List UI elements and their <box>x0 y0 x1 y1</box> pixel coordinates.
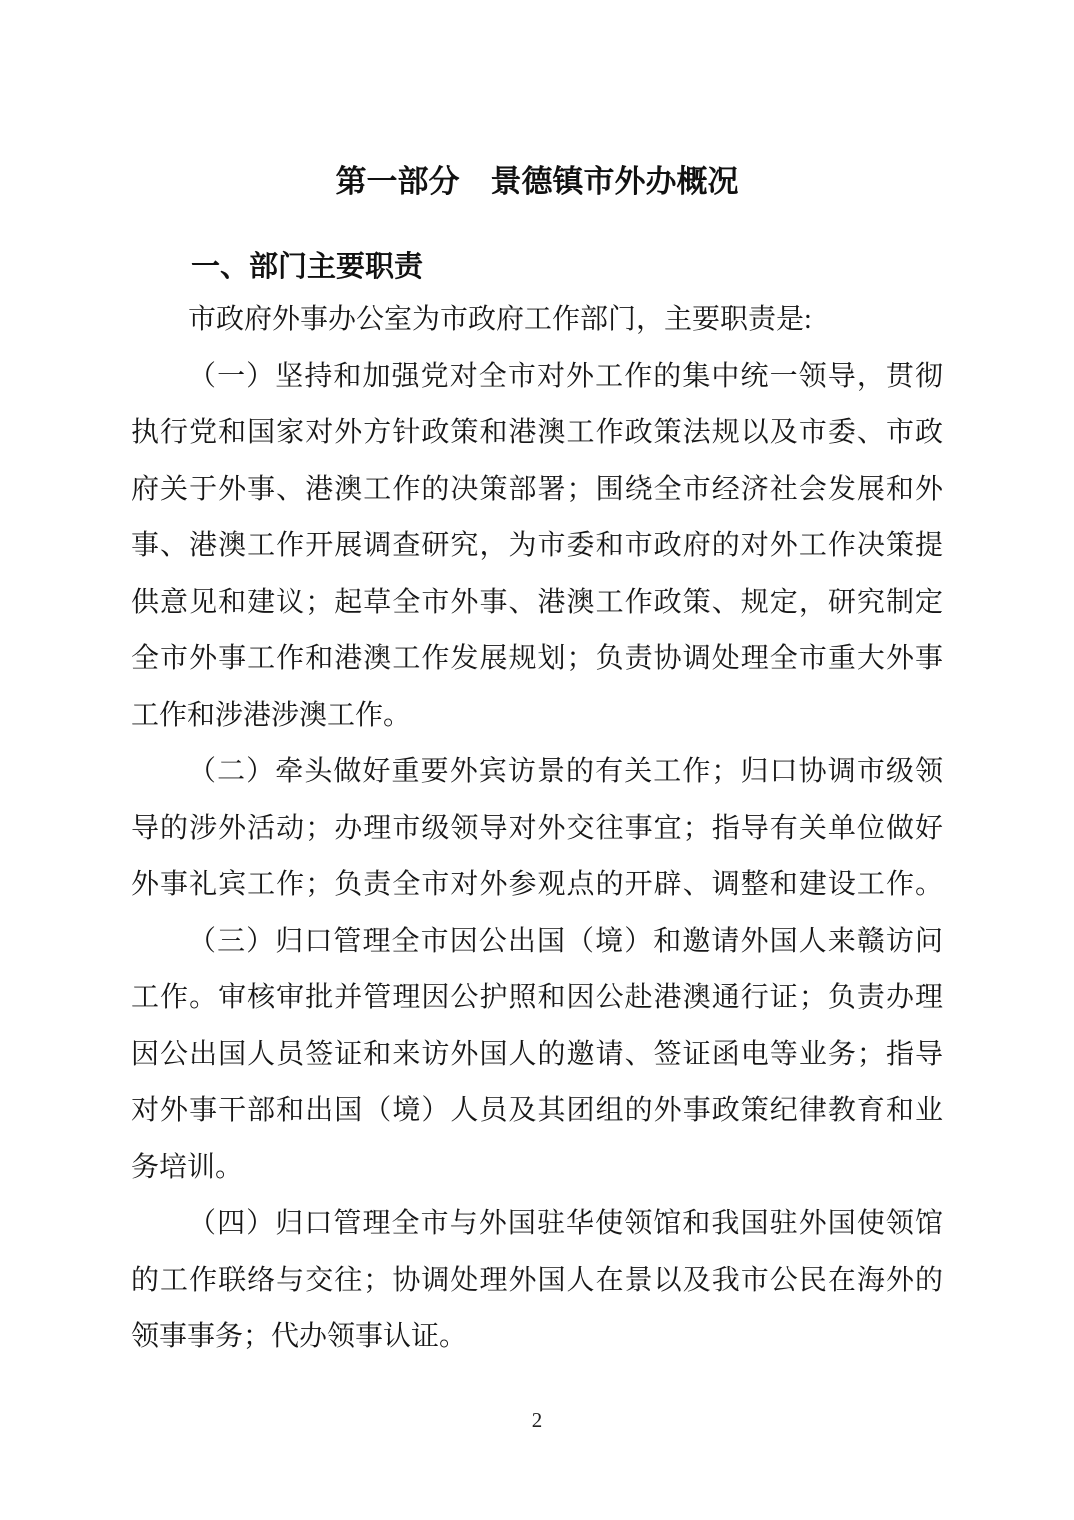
paragraph-line: 因公出国人员签证和来访外国人的邀请、签证函电等业务；指导 <box>131 1038 943 1070</box>
paragraph-line: 务培训。 <box>131 1151 244 1183</box>
section-heading: 一、部门主要职责 <box>191 251 424 283</box>
page-title: 第一部分 景德镇市外办概况 <box>335 164 739 199</box>
paragraph-line: 事、港澳工作开展调查研究，为市委和市政府的对外工作决策提 <box>131 530 943 561</box>
paragraph-line: （一）坚持和加强党对全市对外工作的集中统一领导，贯彻 <box>188 360 943 392</box>
paragraph-line: 导的涉外活动；办理市级领导对外交往事宜；指导有关单位做好 <box>131 812 943 844</box>
paragraph-line: 领事事务；代办领事认证。 <box>131 1321 468 1352</box>
paragraph-line: （四）归口管理全市与外国驻华使领馆和我国驻外国使领馆 <box>188 1208 943 1239</box>
paragraph-line: 执行党和国家对外方针政策和港澳工作政策法规以及市委、市政 <box>131 417 943 448</box>
paragraph-line: 市政府外事办公室为市政府工作部门，主要职责是: <box>188 304 812 335</box>
document-body <box>131 292 943 1366</box>
paragraph-line: （三）归口管理全市因公出国（境）和邀请外国人来赣访问 <box>188 925 943 957</box>
paragraph-line: 工作。审核审批并管理因公护照和因公赴港澳通行证；负责办理 <box>131 982 943 1013</box>
page-number: 2 <box>531 1408 543 1432</box>
paragraph-line: 府关于外事、港澳工作的决策部署；围绕全市经济社会发展和外 <box>131 473 943 505</box>
paragraph-line: 外事礼宾工作；负责全市对外参观点的开辟、调整和建设工作。 <box>131 869 943 900</box>
paragraph-line: 的工作联络与交往；协调处理外国人在景以及我市公民在海外的 <box>131 1264 943 1296</box>
paragraph-line: 供意见和建议；起草全市外事、港澳工作政策、规定，研究制定 <box>131 586 943 618</box>
paragraph-line: 工作和涉港涉澳工作。 <box>131 699 412 731</box>
paragraph-line: 对外事干部和出国（境）人员及其团组的外事政策纪律教育和业 <box>131 1095 943 1126</box>
paragraph-line: （二）牵头做好重要外宾访景的有关工作；归口协调市级领 <box>188 756 943 787</box>
paragraph-line: 全市外事工作和港澳工作发展规划；负责协调处理全市重大外事 <box>131 643 943 674</box>
